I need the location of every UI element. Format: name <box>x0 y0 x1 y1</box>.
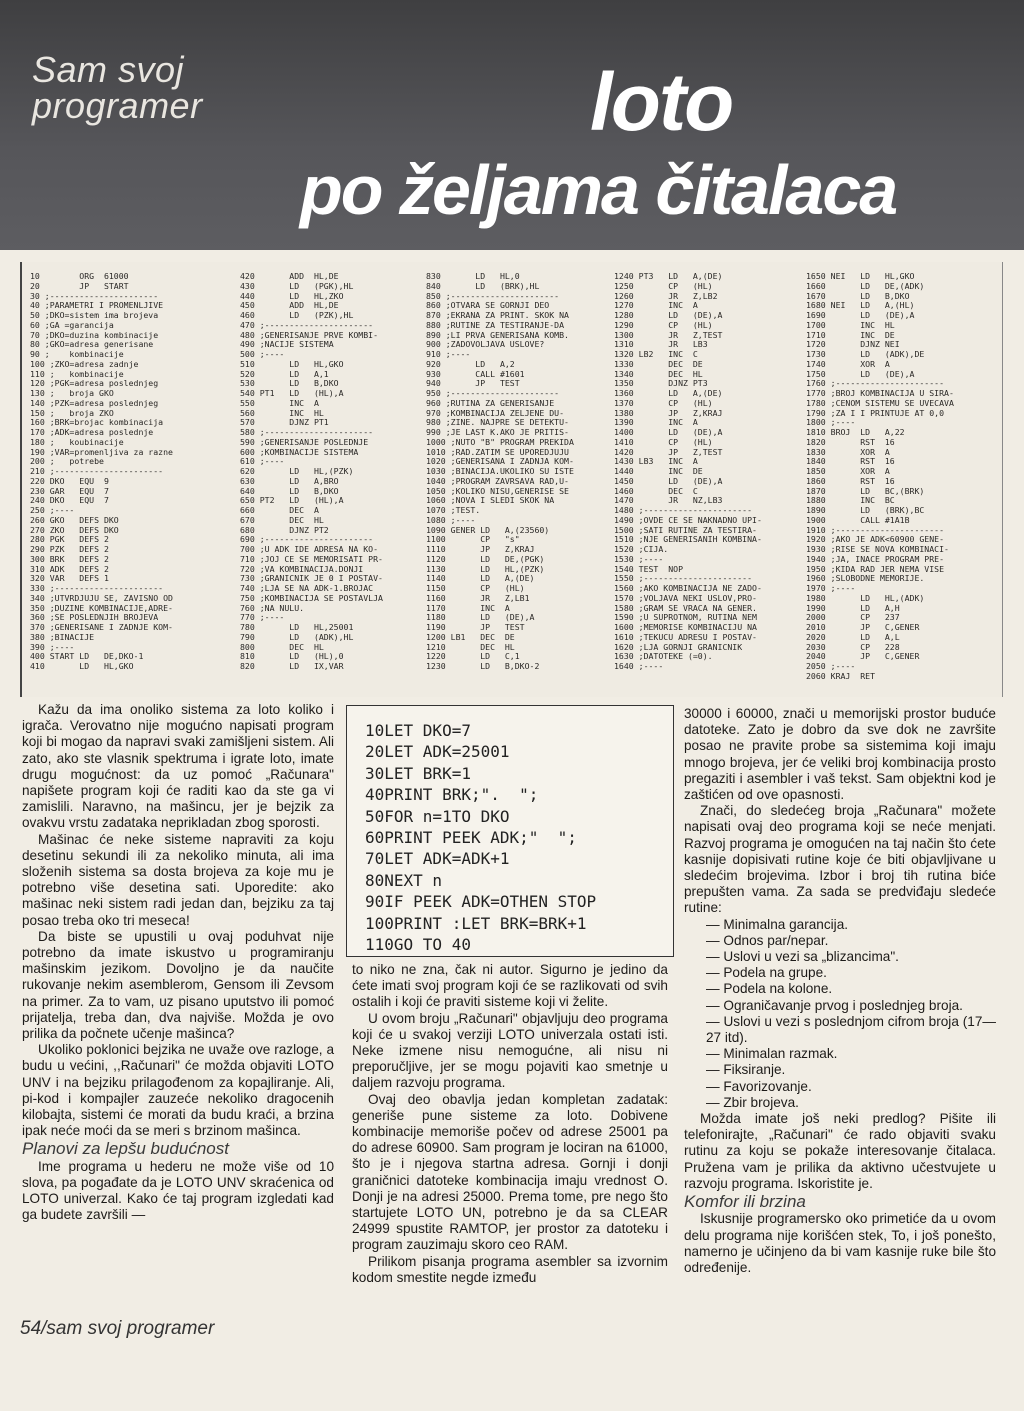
code-line: 1210 DEC HL <box>426 642 515 652</box>
assembler-listing <box>20 262 1003 697</box>
code-line: 210 ;---------------------- <box>30 467 164 476</box>
code-line: 380 ;BINACIJE <box>30 632 95 642</box>
code-line: 620 LD HL,(PZK) <box>240 467 354 476</box>
code-line: 440 LD HL,ZKO <box>240 291 344 301</box>
paragraph: Da biste se upustili u ovaj poduhvat nije potrebno da imate iskustvo u programiranju mašinskim jezikom. Dovoljno je da naučite rukovanje nekim asemblerom, Gensom ili Zevsom na primer. Za to vam, uz pisano uputstvo ili pomoć prijatelja, treba dan, dva najviše. Možda je ovo prilika da počnete učenje mašinca? <box>22 928 334 1042</box>
code-line: 1280 LD (DE),A <box>614 311 723 320</box>
code-line: 50 ;DKO=sistem ima brojeva <box>30 311 159 320</box>
list-item: — Minimalan razmak. <box>706 1046 838 1062</box>
code-line: 950 ;---------------------- <box>426 389 560 398</box>
listing-column-4 <box>614 272 762 672</box>
code-line: 1830 XOR A <box>806 447 890 457</box>
code-line: 190 ;VAR=promenljiva za razne <box>30 447 173 457</box>
code-line: 1980 LD HL,(ADK) <box>806 593 925 603</box>
code-line: 460 LD (PZK),HL <box>240 311 354 320</box>
section-heading: Planovi za lepšu budućnost <box>22 1139 229 1159</box>
code-line: 530 LD B,DKO <box>240 379 339 389</box>
code-line: 490 ;NACIJE SISTEMA <box>240 340 334 350</box>
paragraph: Ukoliko poklonici bejzika ne uvaže ove razloge, a budu u većini, ,,Računari" će možda objaviti LOTO UNV i na bejziku prilagođenom za kopajliranje. Ali, pi-kod i kompajler zauzeće nekoliko dragocenih kilobajta, sistemi će morati da budu kraći, a brzina ipak neće moći da se meri s brzinom mašinca. <box>22 1042 334 1139</box>
list-item: — Ograničavanje prvog i poslednjeg broja. <box>706 997 963 1013</box>
code-line: 1630 ;DATOTEKE (=0). <box>614 652 713 662</box>
code-line: 1110 JP Z,KRAJ <box>426 545 535 554</box>
code-line: 450 ADD HL,DE <box>240 301 339 311</box>
code-line: 1740 XOR A <box>806 359 890 369</box>
code-line: 630 LD A,BRO <box>240 476 339 486</box>
code-line: 1790 ;ZA I I PRINTUJE AT 0,0 <box>806 408 945 418</box>
code-line: 580 ;---------------------- <box>240 428 374 437</box>
code-line: 570 DJNZ PT1 <box>240 418 329 428</box>
code-line: 160 ;BRK=brojac kombinacija <box>30 418 164 428</box>
basic-line: 50FOR n=1TO DKO <box>365 806 510 826</box>
code-line: 900 ;ZADOVOLJAVA USLOVE? <box>426 340 545 350</box>
code-line: 1360 LD A,(DE) <box>614 389 723 398</box>
code-line: 1010 ;RAD.ZATIM SE UPOREDJUJU <box>426 447 569 457</box>
list-item: — Zbir brojeva. <box>706 1094 799 1110</box>
code-line: 1450 LD (DE),A <box>614 476 723 486</box>
code-line: 1910 ;---------------------- <box>806 525 945 535</box>
code-line: 1330 DEC DE <box>614 359 703 369</box>
section-heading: Komfor ili brzina <box>684 1192 806 1212</box>
code-line: 360 ;SE POSLEDNJIH BROJEVA <box>30 613 159 623</box>
headline-line-2: po željama čitalaca <box>300 151 897 229</box>
code-line: 1040 ;PROGRAM ZAVRSAVA RAD,U- <box>426 476 569 486</box>
code-line: 70 ;DKO=duzina kombinacije <box>30 330 159 340</box>
code-line: 750 ;KOMBINACIJA SE POSTAVLJA <box>240 593 383 603</box>
paragraph: 30000 i 60000, znači u memorijski prostor buduće datoteke. Zato je dobro da sve dok ne završite posao ne pravite probe sa sistemima koji imaju mnogo brojeva, jer će veliki broj kombinacija prosto pregaziti i asembler i vaš tekst. Sam objektni kod je zaštićen od ove opasnosti. <box>684 706 996 803</box>
code-line: 1190 JP TEST <box>426 623 525 632</box>
list-item: — Minimalna garancija. <box>706 916 849 932</box>
code-line: 300 BRK DEFS 2 <box>30 554 109 564</box>
code-line: 1460 DEC C <box>614 486 698 496</box>
code-line: 60 ;GA =garancija <box>30 320 114 330</box>
code-line: 1860 RST 16 <box>806 476 895 486</box>
code-line: 1540 TEST NOP <box>614 564 684 574</box>
code-line: 2050 ;---- <box>806 662 856 671</box>
code-line: 1400 LD (DE),A <box>614 428 723 437</box>
code-line: 790 LD (ADK),HL <box>240 632 354 642</box>
code-line: 1850 XOR A <box>806 467 890 476</box>
code-line: 1410 CP (HL) <box>614 437 713 447</box>
code-line: 870 ;EKRANA ZA PRINT. SKOK NA <box>426 311 569 320</box>
code-line: 1820 RST 16 <box>806 437 895 447</box>
code-line: 770 ;---- <box>240 613 285 623</box>
code-line: 320 VAR DEFS 1 <box>30 574 109 584</box>
code-line: 20 JP START <box>30 281 129 291</box>
code-line: 2060 KRAJ RET <box>806 671 876 681</box>
listing-column-3 <box>426 272 574 672</box>
code-line: 1100 CP "s" <box>426 535 520 545</box>
code-line: 1340 DEC HL <box>614 369 703 379</box>
code-line: 1090 GENER LD A,(23560) <box>426 525 550 535</box>
code-line: 400 START LD DE,DKO-1 <box>30 652 144 662</box>
code-line: 1310 JR LB3 <box>614 340 708 350</box>
code-line: 1690 LD (DE),A <box>806 311 915 320</box>
code-line: 920 LD A,2 <box>426 359 515 369</box>
code-line: 260 GKO DEFS DKO <box>30 515 119 525</box>
code-line: 410 LD HL,GKO <box>30 662 134 671</box>
code-line: 640 LD B,DKO <box>240 486 339 496</box>
code-line: 610 ;---- <box>240 457 285 467</box>
headline-line-1: loto <box>590 57 733 148</box>
code-line: 280 PGK DEFS 2 <box>30 535 109 545</box>
code-line: 1270 INC A <box>614 301 698 311</box>
paragraph: Znači, do sledećeg broja „Računara" možete napisati ovaj deo programa koji se neće menjati. Razvoj programa je omogućen na taj način što ćete kasnije dopisivati rutine koje će biti objavljivane u sledećim brojevima. Izbor i broj tih rutina biće prepušten vama. Za sada se predviđaju sledeće rutine: <box>684 803 996 916</box>
code-line: 1730 LD (ADK),DE <box>806 350 925 359</box>
code-line: 2040 JP C,GENER <box>806 652 920 662</box>
code-line: 1440 INC DE <box>614 467 703 476</box>
code-line: 1260 JR Z,LB2 <box>614 291 718 301</box>
code-line: 990 ;JE LAST K.AKO JE PRITIS- <box>426 428 569 437</box>
code-line: 100 ;ZKO=adresa zadnje <box>30 359 139 369</box>
basic-line: 80NEXT n <box>365 870 443 890</box>
code-line: 1780 ;CENOM SISTEMU SE UVECAVA <box>806 398 954 408</box>
paragraph: Mašinac će neke sisteme napraviti za koju desetinu sekundi ili za nekoliko minuta, ali ima složenih sistema sa dosta brojeva za koje mu je potrebno više desetina sati. Uporedite: ako mašinac neki sistem radi jedan dan, bejziku za taj posao treba oko tri meseca! <box>22 831 334 928</box>
code-line: 1180 LD (DE),A <box>426 613 535 623</box>
header-banner <box>0 0 1024 250</box>
code-line: 960 ;RUTINA ZA GENERISANJE <box>426 398 555 408</box>
code-line: 470 ;---------------------- <box>240 320 374 330</box>
list-item: — Favorizovanje. <box>706 1078 812 1094</box>
code-line: 1880 INC BC <box>806 496 895 506</box>
basic-line: 20LET ADK=25001 <box>365 742 510 762</box>
code-line: 270 ZKO DEFS DKO <box>30 525 119 535</box>
code-line: 1020 ;GENERISANA I ZADNJA KOM- <box>426 457 574 467</box>
code-line: 1760 ;---------------------- <box>806 379 945 389</box>
code-line: 940 JP TEST <box>426 379 520 389</box>
code-line: 1520 ;CIJA. <box>614 545 669 554</box>
paragraph: Prilikom pisanja programa asembler sa izvornim kodom smestite negde između <box>352 1253 668 1285</box>
code-line: 1350 DJNZ PT3 <box>614 379 708 389</box>
listing-column-1 <box>30 272 173 672</box>
code-line: 1150 CP (HL) <box>426 584 525 593</box>
code-line: 1220 LD C,1 <box>426 652 520 662</box>
code-line: 1480 ;---------------------- <box>614 506 753 515</box>
code-line: 730 ;GRANICNIK JE 0 I POSTAV- <box>240 574 383 584</box>
text-column-1 <box>22 702 334 1224</box>
code-line: 1320 LB2 INC C <box>614 350 698 359</box>
paragraph: to niko ne zna, čak ni autor. Sigurno je jedino da ćete imati svoj program koji će se razlikovati od svih ostalih i koji će praviti sisteme koji vi želite. <box>352 962 668 1010</box>
code-line: 1800 ;---- <box>806 418 856 428</box>
code-line: 330 ;---------------------- <box>30 584 164 593</box>
code-line: 560 INC HL <box>240 408 324 418</box>
code-line: 1370 CP (HL) <box>614 398 713 408</box>
code-line: 1130 LD HL,(PZK) <box>426 564 545 574</box>
code-line: 780 LD HL,25001 <box>240 623 354 632</box>
paragraph: Možda imate još neki predlog? Pišite ili telefonirajte, „Računari" će rado objaviti svaku rutinu za koju se pokaže interesovanje čitalaca. Pružena vam je prilika da aktivno učestvujete u razvoju programa. Iskoristite je. <box>684 1111 996 1191</box>
code-line: 810 LD (HL),0 <box>240 652 344 662</box>
text-column-2 <box>352 962 668 1286</box>
code-line: 980 ;ZINE. NAJPRE SE DETEKTU- <box>426 418 569 428</box>
code-line: 820 LD IX,VAR <box>240 662 344 671</box>
code-line: 1970 ;---- <box>806 584 856 593</box>
code-line: 40 ;PARAMETRI I PROMENLJIVE <box>30 301 164 311</box>
code-line: 1070 ;TEST. <box>426 506 481 515</box>
paragraph: Iskusnije programersko oko primetiće da u ovom delu programa nije korišćen stek, To, i još ponešto, namerno je učinjeno da bi vam kasnije ruke bile što određenije. <box>684 1211 996 1275</box>
code-line: 1620 ;LJA GORNJI GRANICNIK <box>614 642 743 652</box>
code-line: 800 DEC HL <box>240 642 324 652</box>
code-line: 1960 ;SLOBODNE MEMORIJE. <box>806 574 925 584</box>
code-line: 140 ;PZK=adresa poslednjeg <box>30 398 159 408</box>
code-line: 1420 JP Z,TEST <box>614 447 723 457</box>
code-line: 1700 INC HL <box>806 320 895 330</box>
code-line: 1140 LD A,(DE) <box>426 574 535 584</box>
code-line: 290 PZK DEFS 2 <box>30 545 109 554</box>
kicker-line-2: programer <box>32 85 203 126</box>
code-line: 830 LD HL,0 <box>426 272 520 281</box>
list-item: — Fiksiranje. <box>706 1062 786 1078</box>
code-line: 1750 LD (DE),A <box>806 369 915 379</box>
code-line: 1380 JP Z,KRAJ <box>614 408 723 418</box>
list-item: — Podela na grupe. <box>706 965 827 981</box>
code-line: 30 ;---------------------- <box>30 291 159 301</box>
code-line: 1290 CP (HL) <box>614 320 713 330</box>
code-line: 510 LD HL,GKO <box>240 359 344 369</box>
code-line: 970 ;KOMBINACIJA ZELJENE DU- <box>426 408 565 418</box>
code-line: 880 ;RUTINE ZA TESTIRANJE-DA <box>426 320 565 330</box>
code-line: 1720 DJNZ NEI <box>806 340 900 350</box>
code-line: 1710 INC DE <box>806 330 895 340</box>
code-line: 680 DJNZ PT2 <box>240 525 329 535</box>
code-line: 1490 ;OVDE CE SE NAKNADNO UPI- <box>614 515 762 525</box>
code-line: 1250 CP (HL) <box>614 281 713 291</box>
text-column-3 <box>684 706 996 1276</box>
code-line: 1900 CALL #1A1B <box>806 515 910 525</box>
code-line: 1200 LB1 DEC DE <box>426 632 515 642</box>
code-line: 1950 ;KIDA RAD JER NEMA VISE <box>806 564 945 574</box>
code-line: 1590 ;U SUPROTNOM, RUTINA NEM <box>614 613 757 623</box>
code-line: 1530 ;---- <box>614 554 664 564</box>
paragraph: Kažu da ima onoliko sistema za loto koliko i igrača. Verovatno nije mogućno napisati program koji bi mogao da napravi svaki zamišljeni sistem. Ali zato, ako ste vlasnik spektruma i igrate loto, imate drugu mogućnost: da uz pomoć „Računara" napišete program koji će raditi kao da ste ga vi zamislili. Naravno, na mašincu, jer je bejzik za ovakvu vrstu zadataka neprikladan zbog sporosti. <box>22 702 334 831</box>
code-line: 1470 JR NZ,LB3 <box>614 496 723 506</box>
code-line: 860 ;OTVARA SE GORNJI DEO <box>426 301 550 311</box>
code-line: 1610 ;TEKUCU ADRESU I POSTAV- <box>614 632 757 642</box>
code-line: 230 GAR EQU 7 <box>30 486 109 496</box>
code-line: 370 ;GENERISANE I ZADNJE KOM- <box>30 623 173 632</box>
code-line: 740 ;LJA SE NA ADK-1.BROJAC <box>240 584 374 593</box>
code-line: 250 ;---- <box>30 506 75 515</box>
code-line: 1670 LD B,DKO <box>806 291 910 301</box>
code-line: 480 ;GENERISANJE PRVE KOMBI- <box>240 330 379 340</box>
code-line: 720 ;VA KOMBINACIJA.DONJI <box>240 564 364 574</box>
code-line: 1890 LD (BRK),BC <box>806 506 925 515</box>
code-line: 1060 ;NOVA I SLEDI SKOK NA <box>426 496 555 506</box>
code-line: 430 LD (PGK),HL <box>240 281 354 291</box>
code-line: 130 ; broja GKO <box>30 389 114 398</box>
list-item: — Podela na kolone. <box>706 981 833 997</box>
code-line: 540 PT1 LD (HL),A <box>240 389 344 398</box>
code-line: 310 ADK DEFS 2 <box>30 564 109 574</box>
code-line: 650 PT2 LD (HL),A <box>240 496 344 506</box>
code-line: 500 ;---- <box>240 350 285 359</box>
basic-line: 40PRINT BRK;". "; <box>365 785 539 805</box>
code-line: 1550 ;---------------------- <box>614 574 753 584</box>
code-line: 1120 LD DE,(PGK) <box>426 554 545 564</box>
code-line: 1940 ;JA, INACE PROGRAM PRE- <box>806 554 945 564</box>
code-line: 1650 NEI LD HL,GKO <box>806 272 915 281</box>
basic-line: 30LET BRK=1 <box>365 763 471 783</box>
code-line: 1810 BROJ LD A,22 <box>806 428 905 437</box>
code-line: 220 DKO EQU 9 <box>30 476 109 486</box>
basic-line: 90IF PEEK ADK=OTHEN STOP <box>365 892 597 912</box>
code-line: 700 ;U ADK IDE ADRESA NA KO- <box>240 545 379 554</box>
code-line: 170 ;ADK=adresa poslednje <box>30 428 154 437</box>
code-line: 850 ;---------------------- <box>426 291 560 301</box>
code-line: 1640 ;---- <box>614 662 664 671</box>
code-line: 590 ;GENERISANJE POSLEDNJE <box>240 437 369 447</box>
code-line: 1660 LD DE,(ADK) <box>806 281 925 291</box>
code-line: 1300 JR Z,TEST <box>614 330 723 340</box>
code-line: 840 LD (BRK),HL <box>426 281 540 291</box>
code-line: 1430 LB3 INC A <box>614 457 698 467</box>
basic-line: 10LET DKO=7 <box>365 721 471 740</box>
code-line: 670 DEC HL <box>240 515 324 525</box>
code-line: 1170 INC A <box>426 603 510 613</box>
listing-column-5 <box>806 272 954 682</box>
list-item: — Odnos par/nepar. <box>706 932 829 948</box>
paragraph: Ime programa u hederu ne može više od 10 slova, pa pogađate da je LOTO UNV skraćenica od LOTO univerzal. Kako će taj program izgledati kad ga budete završili — <box>22 1158 334 1223</box>
code-line: 910 ;---- <box>426 350 471 359</box>
paragraph: Ovaj deo obavlja jedan kompletan zadatak: generiše pune sisteme za loto. Dobivene kombinacije memoriše počev od adrese 25001 pa do adrese 60900. Sam program je lociran na 61000, što je i njegova startna adresa. Gornji i donji graničnici datoteke kombinacija imaju vrednost O. Donji je na adresi 25000. Prema tome, pre nego što startujete LOTO UN, potrebno je da sa CLEAR 24999 spustite RAMTOP, jer prostor za datoteku i program zauzimaju skoro ceo RAM. <box>352 1091 668 1253</box>
code-line: 120 ;PGK=adresa poslednjeg <box>30 379 159 389</box>
code-line: 1000 ;NUTO "B" PROGRAM PREKIDA <box>426 437 574 447</box>
code-line: 520 LD A,1 <box>240 369 329 379</box>
code-line: 600 ;KOMBINACIJE SISTEMA <box>240 447 359 457</box>
code-line: 550 INC A <box>240 398 319 408</box>
code-line: 2010 JP C,GENER <box>806 623 920 632</box>
code-line: 10 ORG 61000 <box>30 272 129 281</box>
basic-line: 70LET ADK=ADK+1 <box>365 849 510 869</box>
kicker-line-1: Sam svoj <box>32 49 185 90</box>
code-line: 2020 LD A,L <box>806 632 900 642</box>
code-line: 150 ; broja ZKO <box>30 408 114 418</box>
basic-line: 60PRINT PEEK ADK;" "; <box>365 828 577 848</box>
code-line: 110 ; kombinacije <box>30 369 124 379</box>
code-line: 350 ;DUZINE KOMBINACIJE,ADRE- <box>30 603 173 613</box>
code-line: 1230 LD B,DKO-2 <box>426 662 540 671</box>
code-line: 710 ;JOJ CE SE MEMORISATI PR- <box>240 554 383 564</box>
code-line: 1390 INC A <box>614 418 698 428</box>
code-line: 420 ADD HL,DE <box>240 272 339 281</box>
code-line: 1050 ;KOLIKO NISU,GENERISE SE <box>426 486 569 496</box>
paragraph: U ovom broju „Računari" objavljuju deo programa koji će u svakoj verziji LOTO univerzala ostati isti. Neke izmene nisu nemogućne, ali nisu ni preporučljive, jer se mogu pojaviti kao smetnje u daljem razvoju programa. <box>352 1010 668 1091</box>
basic-line: 100PRINT :LET BRK=BRK+1 <box>365 913 587 933</box>
code-line: 340 ;UTVRDJUJU SE, ZAVISNO OD <box>30 593 173 603</box>
code-line: 1930 ;RISE SE NOVA KOMBINACI- <box>806 545 949 554</box>
code-line: 1080 ;---- <box>426 515 476 525</box>
code-line: 80 ;GKO=adresa generisane <box>30 340 154 350</box>
code-line: 760 ;NA NULU. <box>240 603 305 613</box>
code-line: 1840 RST 16 <box>806 457 895 467</box>
code-line: 660 DEC A <box>240 506 319 515</box>
code-line: 2030 CP 228 <box>806 642 900 652</box>
code-line: 1560 ;AKO KOMBINACIJA NE ZADO- <box>614 584 762 593</box>
code-line: 180 ; koubinacije <box>30 437 124 447</box>
code-line: 1770 ;BROJ KOMBINACIJA U SIRA- <box>806 389 954 398</box>
page-footer: 54/sam svoj programer <box>20 1318 215 1339</box>
listing-column-2 <box>240 272 383 672</box>
code-line: 90 ; kombinacije <box>30 350 124 359</box>
column-kicker <box>32 49 203 126</box>
code-line: 200 ; potrebe <box>30 457 104 467</box>
code-line: 1870 LD BC,(BRK) <box>806 486 925 496</box>
code-line: 1240 PT3 LD A,(DE) <box>614 272 723 281</box>
code-line: 1030 ;BINACIJA.UKOLIKO SU ISTE <box>426 467 574 476</box>
code-line: 1510 ;NJE GENERISANIH KOMBINA- <box>614 535 762 545</box>
routine-list <box>684 917 996 1111</box>
code-line: 240 DKO EQU 7 <box>30 496 109 506</box>
code-line: 690 ;---------------------- <box>240 535 374 545</box>
code-line: 1680 NEI LD A,(HL) <box>806 301 915 311</box>
code-line: 1570 ;VOLJAVA NEKI USLOV,PRO- <box>614 593 757 603</box>
code-line: 1600 ;MEMORISE KOMBINACIJU NA <box>614 623 757 632</box>
list-item: — Uslovi u vezi s poslednjom cifrom broja (17—27 itd). <box>706 1013 996 1046</box>
list-item: — Uslovi u vezi sa „blizancima". <box>706 949 899 965</box>
code-line: 1920 ;AKO JE ADK<60900 GENE- <box>806 535 945 545</box>
code-line: 890 ;LI PRVA GENERISANA KOMB. <box>426 330 569 340</box>
code-line: 1500 ;SATI RUTINE ZA TESTIRA- <box>614 525 757 535</box>
code-line: 1990 LD A,H <box>806 603 900 613</box>
code-line: 930 CALL #1601 <box>426 369 525 379</box>
code-line: 1580 ;GRAM SE VRACA NA GENER. <box>614 603 757 613</box>
basic-line: 110GO TO 40 <box>365 935 471 955</box>
basic-listing-box <box>346 705 674 957</box>
code-line: 390 ;---- <box>30 642 75 652</box>
code-line: 1160 JR Z,LB1 <box>426 593 530 603</box>
code-line: 2000 CP 237 <box>806 613 900 623</box>
